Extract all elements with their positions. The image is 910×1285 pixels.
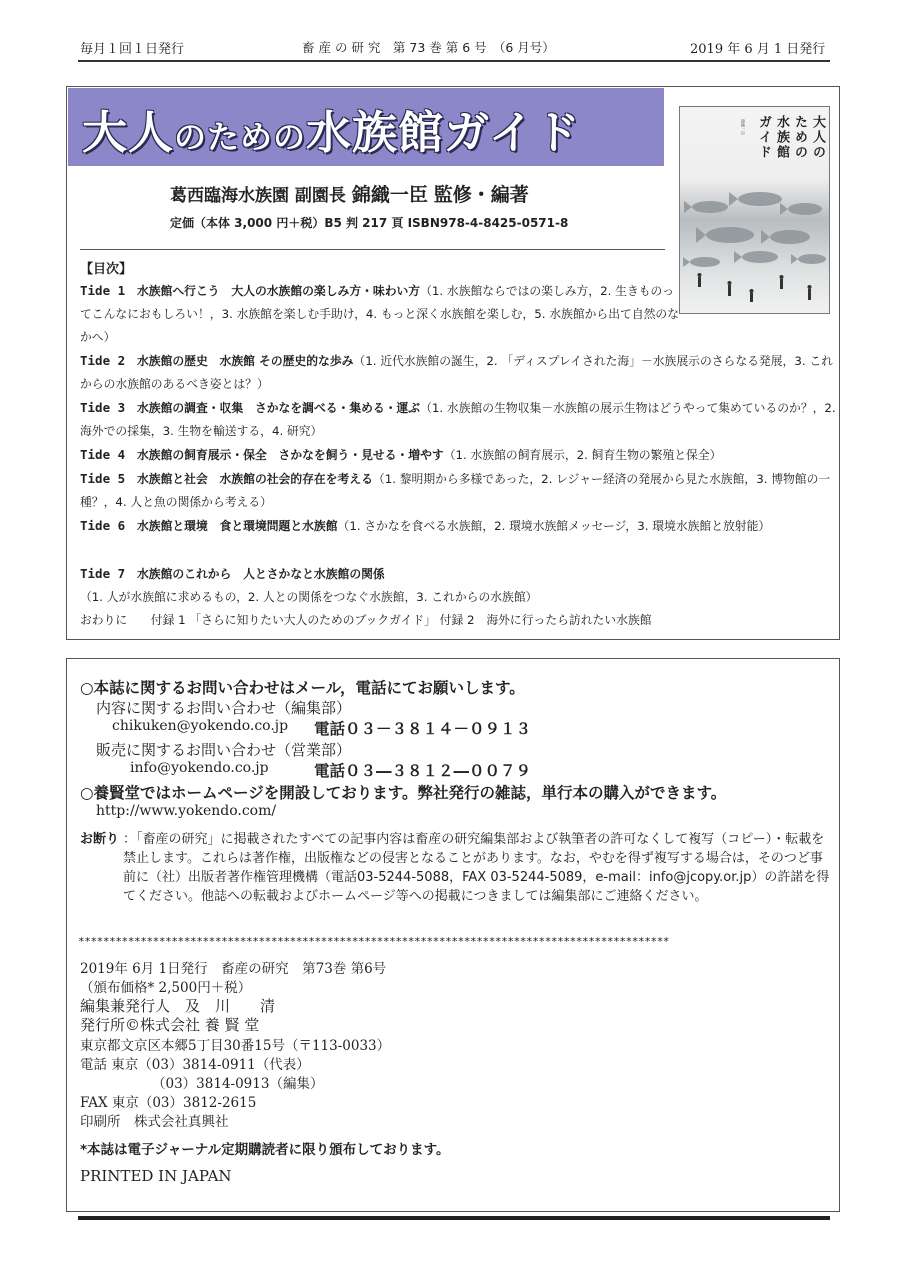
cover-title-2: ための: [792, 115, 807, 160]
sales-phone: 電話０３―３８１２―００７９: [314, 762, 532, 780]
editorial-phone: 電話０３－３８１４－０９１３: [314, 720, 532, 738]
ad-divider: [80, 249, 665, 250]
colophon-address: 東京都文京区本郷5丁目30番15号（〒113-0033）: [80, 1038, 391, 1054]
toc-item-6: Tide 6 水族館と環境 食と環境問題と水族館（1. さかなを食べる水族館，2. 環境水族館メッセージ，3. 環境水族館と放射能）: [80, 518, 771, 533]
book-title: 大人のための水族館ガイド: [82, 106, 581, 159]
toc-item-2: Tide 2 水族館の歴史 水族館 その歴史的な歩み（1. 近代水族館の誕生，2. 「ディスプレイされた海」－水族展示のさらなる発展，3. これからの水族館のあるべき姿とは？）: [80, 353, 833, 391]
toc-item-1: Tide 1 水族館へ行こう 大人の水族館の楽しみ方・味わい方（1. 水族館ならではの楽しみ方，2. 生きものってこんなにおもしろい！，3. 水族館を楽しむ手助け，4. もっと深く水族館を楽しむ，5. 水族館から出て自然のなかへ）: [80, 283, 680, 344]
cover-title-1: 大人の: [810, 115, 825, 160]
distribution-note: *本誌は電子ジャーナル定期購読者に限り頒布しております。: [80, 1142, 450, 1158]
bottom-rule: [78, 1216, 830, 1220]
copyright-notice: [80, 830, 830, 906]
header-rule: [78, 60, 830, 62]
notice-text: ：「畜産の研究」に掲載されたすべての記事内容は畜産の研究編集部および執筆者の許可なくして複写（コピー）・転載を禁止します。これらは著作権，出版権などの侵害となることがあります。なお，やむを得ず複写する場合は，そのつど事前に（社）出版者著作権管理機構（電話03-5244-5088，FAX 03-5244-5089，e-mail：info@jcopy.or.jp）の許諾を得てください。他誌への転載およびホームページ等への掲載につきましては編集部にご連絡ください。: [123, 832, 830, 904]
toc-ending: おわりに 付録 1 「さらに知りたい大人のためのブックガイド」 付録 2 海外に行ったら訪れたい水族館: [80, 613, 652, 627]
cover-title-4: ガイド: [756, 115, 771, 160]
colophon-fax: FAX 東京（03）3812-2615: [80, 1095, 257, 1111]
cover-fish-illustration: [680, 107, 830, 314]
colophon-price: （頒布価格* 2,500円＋税）: [80, 980, 252, 996]
separator-stars: ***********************************************************************************************: [78, 935, 670, 948]
toc-item-7: Tide 7 水族館のこれから 人とさかなと水族館の関係（1. 人が水族館に求めるもの，2. 人との関係をつなぐ水族館，3. これからの水族館）: [80, 566, 538, 604]
header-issue-frequency: 毎月１回１日発行: [80, 42, 185, 57]
colophon-publisher: 発行所©株式会社 養 賢 堂: [80, 1016, 260, 1034]
toc-heading: 【目次】: [80, 262, 133, 277]
sales-email: info@yokendo.co.jp: [130, 760, 269, 776]
book-editor: 葛西臨海水族園 副園長 錦織一臣 監修・編著: [170, 184, 529, 206]
colophon-phone-editorial: （03）3814-0913（編集）: [152, 1076, 324, 1092]
toc-item-3: Tide 3 水族館の調査・収集 さかなを調べる・集める・運ぶ（1. 水族館の生物収集－水族館の展示生物はどうやって集めているのか？，2. 海外での採集，3. 生物を輸送する，4. 研究）: [80, 400, 836, 438]
editorial-inquiry-label: 内容に関するお問い合わせ（編集部）: [96, 699, 352, 717]
homepage-notice: ○養賢堂ではホームページを開設しております。弊社発行の雑誌，単行本の購入ができます。: [80, 784, 727, 802]
header-journal-issue: 畜 産 の 研 究 第 73 巻 第 6 号 （6 月号）: [302, 40, 555, 55]
cover-title-3: 水族館: [774, 115, 789, 160]
contact-intro: ○本誌に関するお問い合わせはメール，電話にてお願いします。: [80, 679, 525, 697]
toc-item-5: Tide 5 水族館と社会 水族館の社会的存在を考える（1. 黎明期から多様であった，2. レジャー経済の発展から見た水族館，3. 博物館の一種？，4. 人と魚の関係から考える）: [80, 471, 831, 509]
book-cover-image: [679, 106, 830, 314]
sales-inquiry-label: 販売に関するお問い合わせ（営業部）: [96, 741, 352, 759]
colophon-phone-main: 電話 東京（03）3814-0911（代表）: [80, 1057, 310, 1073]
cover-author: 錦織一臣: [741, 119, 746, 135]
colophon-printer: 印刷所 株式会社真興社: [80, 1114, 229, 1130]
colophon-publisher-person: 編集兼発行人 及 川 清: [80, 997, 276, 1015]
colophon-issue: 2019年 6月 1日発行 畜産の研究 第73巻 第6号: [80, 961, 387, 977]
toc-item-4: Tide 4 水族館の飼育展示・保全 さかなを飼う・見せる・増やす（1. 水族館の飼育展示，2. 飼育生物の繁殖と保全）: [80, 447, 722, 462]
header-issue-date: 2019 年 6 月 1 日発行: [690, 42, 826, 57]
book-price: 定価（本体 3,000 円＋税）B5 判 217 頁 ISBN978-4-8425-0571-8: [170, 216, 569, 230]
homepage-url[interactable]: http://www.yokendo.com/: [96, 803, 277, 819]
editorial-email: chikuken@yokendo.co.jp: [112, 718, 289, 734]
notice-label: お断り: [80, 832, 120, 847]
printed-in-japan: PRINTED IN JAPAN: [80, 1167, 232, 1185]
